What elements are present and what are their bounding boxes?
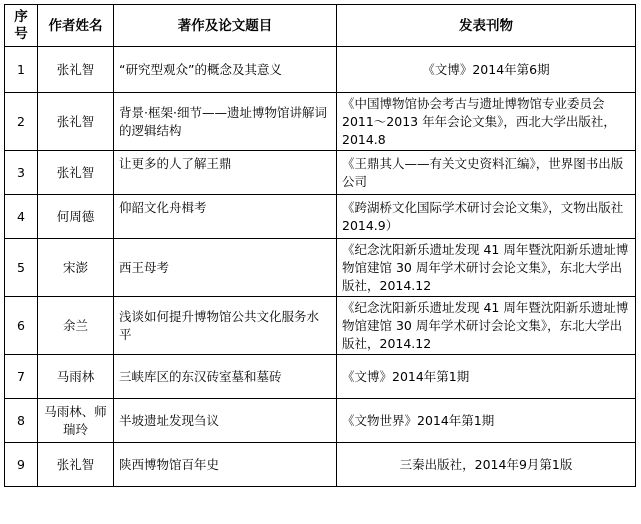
table-row: [5, 355, 636, 399]
table-row: [5, 399, 636, 443]
table-row: [5, 93, 636, 151]
table-row: [5, 195, 636, 239]
row-source: 《王鼎其人——有关文史资料汇编》，世界图书出版公司: [337, 151, 636, 195]
row-no: 1: [5, 47, 38, 93]
row-author: 马雨林: [38, 355, 114, 399]
table-header-row: [5, 5, 636, 47]
row-title: 仰韶文化舟楫考: [114, 195, 337, 239]
row-author: 宋澎: [38, 239, 114, 297]
row-author: 张礼智: [38, 93, 114, 151]
header-source: 发表刊物: [337, 5, 636, 47]
row-title: 让更多的人了解王鼎: [114, 151, 337, 195]
table-row: [5, 151, 636, 195]
row-source: 《纪念沈阳新乐遗址发现 41 周年暨沈阳新乐遗址博物馆建馆 30 周年学术研讨会论文集》，东北大学出版社，2014.12: [337, 297, 636, 355]
row-title: 背景·框架·细节——遗址博物馆讲解词的逻辑结构: [114, 93, 337, 151]
row-no: 5: [5, 239, 38, 297]
row-source: 《跨湖桥文化国际学术研讨会论文集》，文物出版社 2014.9）: [337, 195, 636, 239]
row-no: 7: [5, 355, 38, 399]
header-author: 作者姓名: [38, 5, 114, 47]
row-author: 余兰: [38, 297, 114, 355]
row-source: 《纪念沈阳新乐遗址发现 41 周年暨沈阳新乐遗址博物馆建馆 30 周年学术研讨会论文集》，东北大学出版社，2014.12: [337, 239, 636, 297]
row-no: 8: [5, 399, 38, 443]
row-title: 三峡库区的东汉砖室墓和墓砖: [114, 355, 337, 399]
row-no: 6: [5, 297, 38, 355]
header-title: 著作及论文题目: [114, 5, 337, 47]
row-author: 张礼智: [38, 151, 114, 195]
row-title: “研究型观众”的概念及其意义: [114, 47, 337, 93]
row-title: 浅谈如何提升博物馆公共文化服务水平: [114, 297, 337, 355]
row-no: 2: [5, 93, 38, 151]
row-source: 《文博》2014年第1期: [337, 355, 636, 399]
publications-table: [4, 4, 636, 487]
table-row: [5, 239, 636, 297]
table-row: [5, 443, 636, 487]
header-no: 序号: [5, 5, 38, 47]
row-title: 西王母考: [114, 239, 337, 297]
table-row: [5, 47, 636, 93]
row-no: 3: [5, 151, 38, 195]
row-no: 9: [5, 443, 38, 487]
row-no: 4: [5, 195, 38, 239]
row-source: 三秦出版社，2014年9月第1版: [337, 443, 636, 487]
row-title: 陕西博物馆百年史: [114, 443, 337, 487]
row-source: 《文博》2014年第6期: [337, 47, 636, 93]
row-author: 马雨林、师瑞玲: [38, 399, 114, 443]
row-source: 《文物世界》2014年第1期: [337, 399, 636, 443]
row-author: 张礼智: [38, 47, 114, 93]
row-author: 张礼智: [38, 443, 114, 487]
row-source: 《中国博物馆协会考古与遗址博物馆专业委员会 2011～2013 年年会论文集》，西北大学出版社，2014.8: [337, 93, 636, 151]
row-title: 半坡遗址发现刍议: [114, 399, 337, 443]
row-author: 何周德: [38, 195, 114, 239]
table-row: [5, 297, 636, 355]
